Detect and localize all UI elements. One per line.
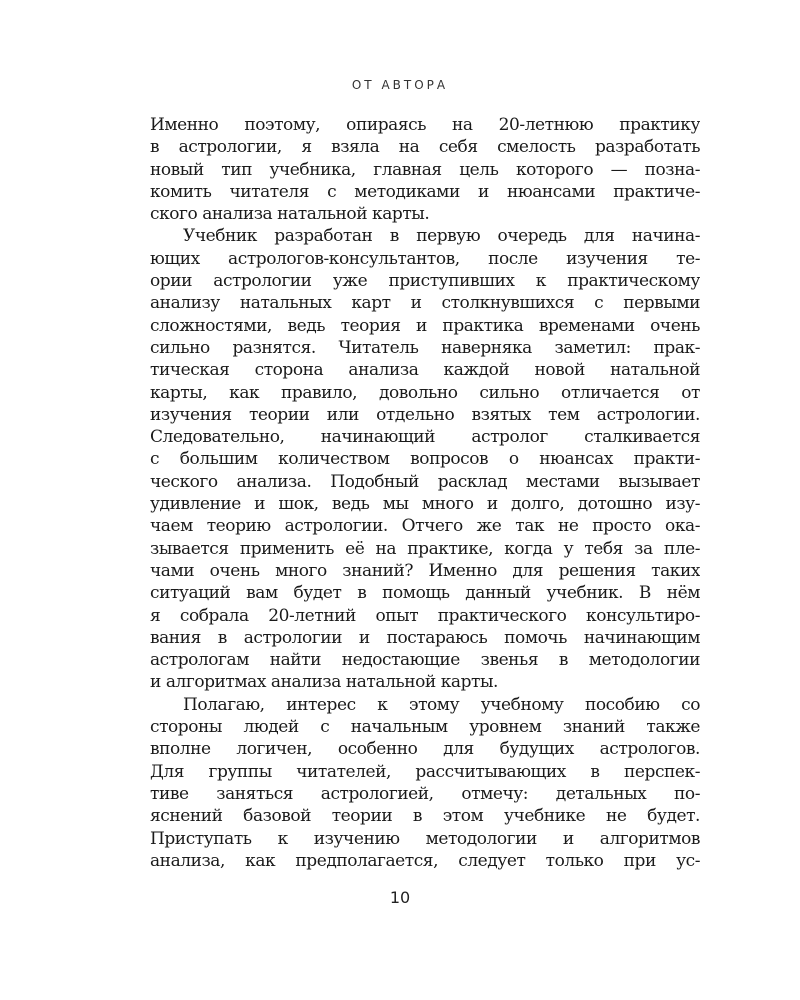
- body-text: [150, 114, 700, 872]
- text-line: Для группы читателей, рассчитывающих в перспек-: [150, 761, 700, 782]
- text-line: зывается применить её на практике, когда у тебя за пле-: [150, 538, 700, 559]
- text-line: сложностями, ведь теория и практика временами очень: [150, 315, 700, 336]
- text-line: ющих астрологов-консультантов, после изучения те-: [150, 248, 700, 269]
- text-line: анализа, как предполагается, следует только при ус-: [150, 850, 700, 871]
- text-line: тическая сторона анализа каждой новой натальной: [150, 360, 700, 381]
- text-line: Полагаю, интерес к этому учебному пособию со: [183, 694, 700, 715]
- text-line: карты, как правило, довольно сильно отличается от: [150, 382, 700, 403]
- text-line: я собрала 20-летний опыт практического консультиро-: [150, 605, 700, 626]
- text-line: яснений базовой теории в этом учебнике не будет.: [150, 806, 700, 827]
- page-number: 10: [389, 888, 411, 907]
- text-line: стороны людей с начальным уровнем знаний также: [150, 717, 700, 738]
- text-line: комить читателя с методиками и нюансами практиче-: [150, 181, 700, 202]
- text-line: тиве заняться астрологией, отмечу: детальных по-: [150, 783, 700, 804]
- text-line: вания в астрологии и постараюсь помочь начинающим: [150, 627, 700, 648]
- text-line: удивление и шок, ведь мы много и долго, дотошно изу-: [150, 494, 700, 515]
- text-line: ории астрологии уже приступивших к практическому: [150, 271, 700, 292]
- text-line: Именно поэтому, опираясь на 20-летнюю практику: [150, 115, 700, 135]
- text-line: изучения теории или отдельно взятых тем астрологии.: [150, 404, 700, 425]
- text-line: чами очень много знаний? Именно для решения таких: [150, 560, 700, 581]
- running-head: ОТ АВТОРА: [351, 78, 449, 92]
- text-line: чаем теорию астрологии. Отчего же так не просто ока-: [150, 516, 700, 537]
- text-line: астрологам найти недостающие звенья в методологии: [150, 650, 700, 671]
- text-line: с большим количеством вопросов о нюансах практи-: [150, 449, 700, 470]
- text-line: ситуаций вам будет в помощь данный учебник. В нём: [150, 583, 700, 604]
- text-line: новый тип учебника, главная цель которого — позна-: [150, 159, 700, 180]
- text-line: вполне логичен, особенно для будущих астрологов.: [150, 739, 700, 760]
- text-line: анализу натальных карт и столкнувшихся с первыми: [150, 293, 700, 314]
- text-line: Учебник разработан в первую очередь для начина-: [183, 226, 700, 247]
- text-line: ческого анализа. Подобный расклад местами вызывает: [150, 471, 700, 492]
- text-line: и алгоритмах анализа натальной карты.: [150, 672, 499, 693]
- text-line: в астрологии, я взяла на себя смелость разработать: [150, 137, 700, 158]
- text-line: Приступать к изучению методологии и алгоритмов: [150, 828, 700, 849]
- text-line: сильно разнятся. Читатель наверняка заметил: прак-: [150, 337, 700, 358]
- text-line: Следовательно, начинающий астролог сталкивается: [150, 427, 700, 448]
- text-line: ского анализа натальной карты.: [150, 204, 430, 225]
